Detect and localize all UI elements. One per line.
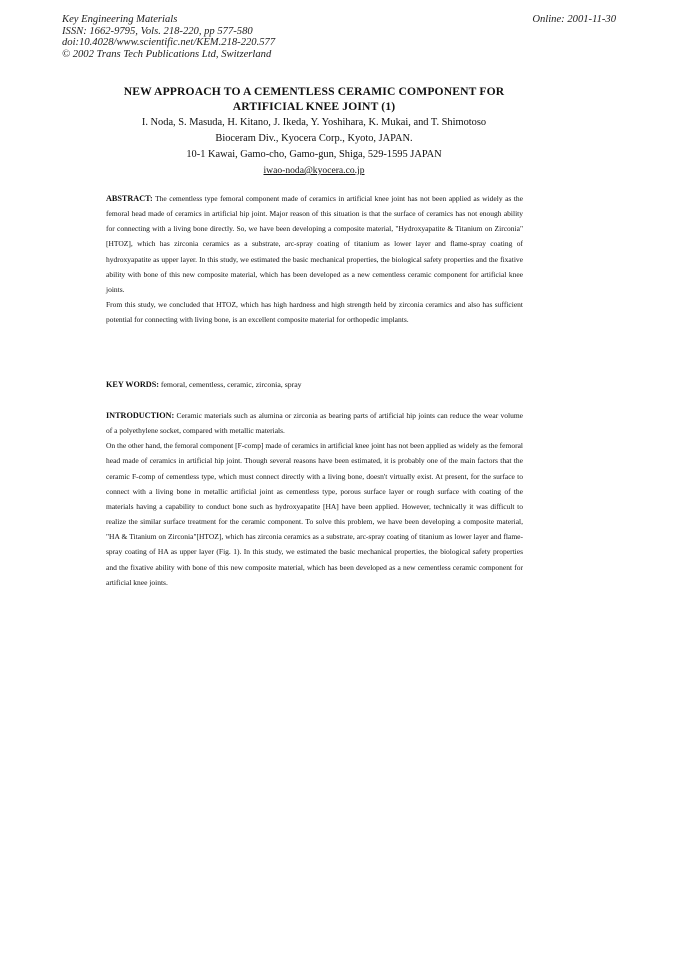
abstract-section	[106, 191, 523, 327]
abstract-label: ABSTRACT:	[106, 194, 153, 203]
abstract-conclusion: From this study, we concluded that HTOZ, which has high hardness and high strength held by zirconia ceramics and also has sufficient potential for connecting with living bone, is an excellent composite material for orthopedic implants.	[106, 300, 523, 325]
affiliation: Bioceram Div., Kyocera Corp., Kyoto, JAPAN.	[215, 133, 413, 144]
intro-paragraph-2: On the other hand, the femoral component [F-comp] made of ceramics in artificial knee joint has not been applied as widely as the femoral head made of ceramics in artificial hip joint. Though several reasons have been estimated, it is probably one of the main factors that the ceramic F-comp of cementless type, which must connect directly with a living bone, doesn't virtually exist. At present, for the surface to connect with a living bone in metallic artificial joint as cementless type, porous surface layer or rough surface with coating of the materials having a capability to conduct bone such as hydroxyapatite [HA] have been applied. However, technically it was difficult to realize the similar surface treatment for the ceramic component. To solve this problem, we have been developing a composite material, "HA & Titanium on Zirconia"[HTOZ], which has zirconia ceramics as a substrate, arc-spray coating of titanium as lower layer and flame-spray coating of HA as upper layer (Fig. 1). In this study, we estimated the basic mechanical properties, the biological safety properties and the fixative ability with bone of this new composite material, which has been developed as a new cementless ceramic component for artificial knee joints.	[106, 441, 523, 587]
author-block	[80, 115, 548, 179]
email-link[interactable]: iwao-noda@kyocera.co.jp	[263, 165, 365, 176]
journal-name: Key Engineering Materials	[62, 14, 178, 25]
address: 10-1 Kawai, Gamo-cho, Gamo-gun, Shiga, 529-1595 JAPAN	[186, 149, 442, 160]
issn-line: ISSN: 1662-9795, Vols. 218-220, pp 577-580	[62, 25, 253, 37]
online-date: Online: 2001-11-30	[532, 14, 616, 25]
keywords-text: femoral, cementless, ceramic, zirconia, spray	[160, 380, 302, 389]
intro-text-1: Ceramic materials such as alumina or zirconia as bearing parts of artificial hip joints can reduce the wear volume of a polyethylene socket, compared with metallic materials.	[106, 411, 523, 436]
copyright-line: © 2002 Trans Tech Publications Ltd, Switzerland	[62, 48, 272, 60]
doi-line[interactable]: doi:10.4028/www.scientific.net/KEM.218-220.577	[62, 37, 276, 49]
introduction-section	[106, 408, 523, 590]
keywords-label: KEY WORDS:	[106, 380, 159, 389]
author-list: I. Noda, S. Masuda, H. Kitano, J. Ikeda, Y. Yoshihara, K. Mukai, and T. Shimotoso	[141, 117, 487, 128]
abstract-text: The cementless type femoral component made of ceramics in artificial knee joint has not been applied as widely as the femoral head made of ceramics in artificial hip joint. Major reason of this situation is that the surface of ceramics has not enough ability for connecting with a living bone directly. So, we have been developing a composite material, "Hydroxyapatite & Titanium on Zirconia" [HTOZ], which has zirconia ceramics as a substrate, arc-spray coating of titanium as lower layer and flame-spray coating of hydroxyapatite as upper layer. In this study, we estimated the basic mechanical properties, the biological safety properties and the fixative ability with bone of this new composite material, which has been developed as a new cementless ceramic component for artificial knee joints.	[106, 194, 523, 294]
introduction-label: INTRODUCTION:	[106, 411, 175, 420]
keywords-section	[106, 377, 523, 392]
publication-header	[62, 14, 275, 60]
title-line-1: NEW APPROACH TO A CEMENTLESS CERAMIC COMPONENT FOR	[123, 85, 505, 98]
title-line-2: ARTIFICIAL KNEE JOINT (1)	[232, 100, 396, 113]
intro-paragraph-1	[106, 408, 523, 438]
abstract-paragraph	[106, 191, 523, 297]
paper-title	[100, 84, 528, 114]
